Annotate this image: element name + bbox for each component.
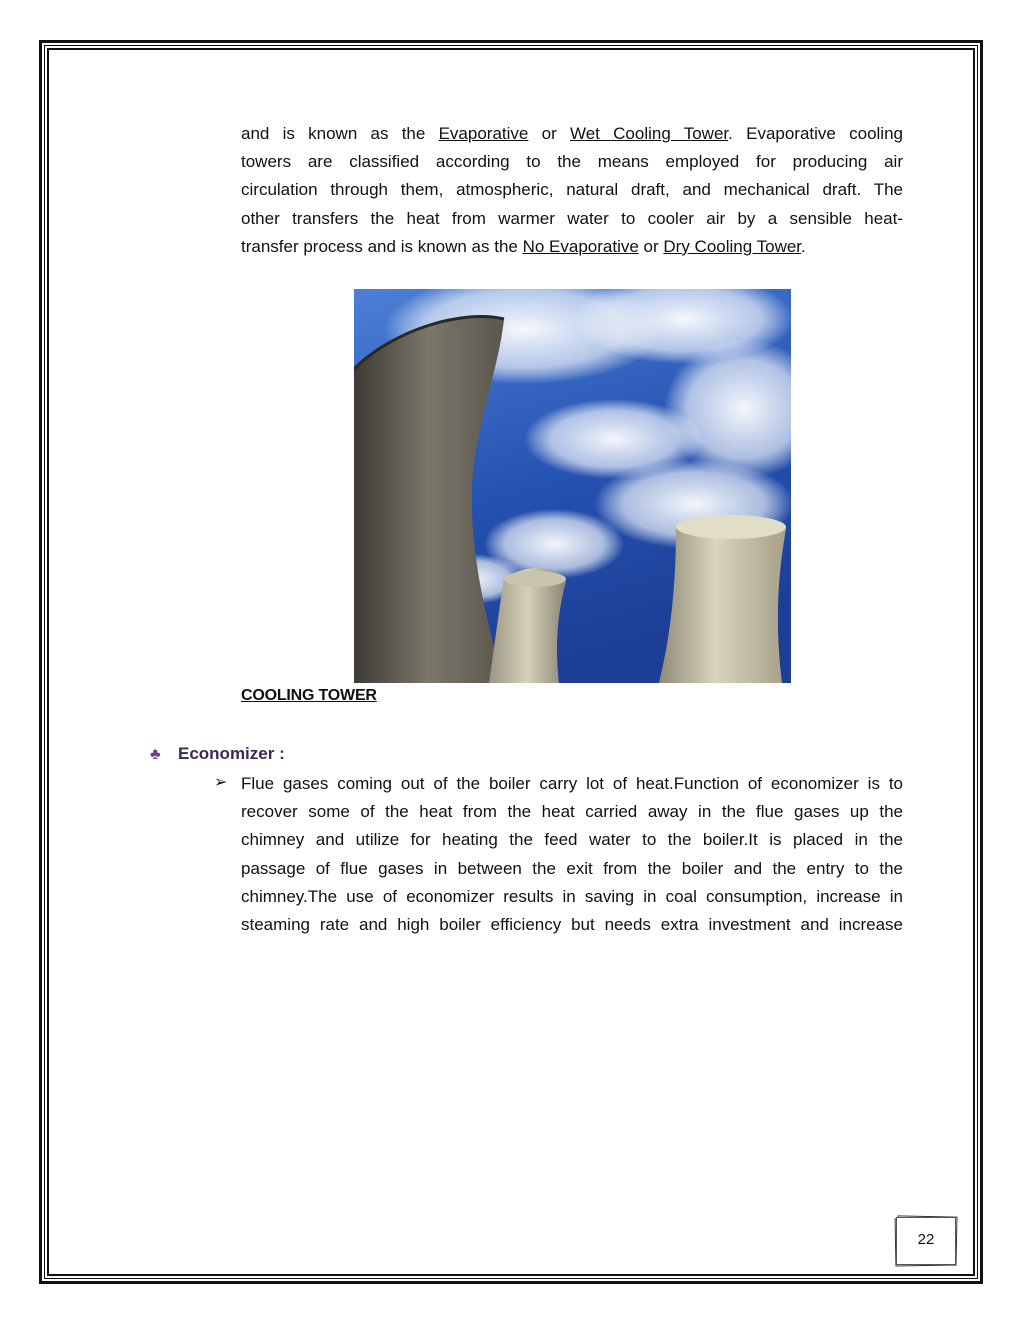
text-line: towers are classified according to the means employed for producing air — [241, 152, 903, 172]
term-evaporative: Evaporative — [438, 124, 529, 143]
cooling-tower-paragraph — [241, 120, 903, 261]
text-line: steaming rate and high boiler efficiency but needs extra investment and increase — [241, 914, 903, 934]
text-line: chimney.The use of economizer results in saving in coal consumption, increase in — [241, 886, 903, 906]
economizer-paragraph — [241, 770, 903, 939]
term-wet-cooling-tower: Wet Cooling Tower — [569, 124, 729, 143]
text-line: and is known as the Evaporative or Wet Cooling Tower. Evaporative cooling — [241, 124, 903, 143]
text-line: circulation through them, atmospheric, natural draft, and mechanical draft. The — [241, 180, 903, 200]
club-icon: ♣ — [150, 746, 161, 763]
term-dry-cooling-tower: Dry Cooling Tower — [663, 236, 802, 256]
text-line: other transfers the heat from warmer water to cooler air by a sensible heat- — [241, 208, 903, 228]
text-line: recover some of the heat from the heat carried away in the flue gases up the — [241, 802, 903, 822]
image-caption: COOLING TOWER — [241, 687, 377, 704]
page-number-box — [895, 1215, 957, 1267]
text-line: Flue gases coming out of the boiler carry lot of heat.Function of economizer is to — [241, 774, 903, 793]
text-line: chimney and utilize for heating the feed water to the boiler.It is placed in the — [241, 830, 903, 850]
cooling-tower-photo — [354, 289, 791, 683]
page-number: 22 — [917, 1231, 935, 1248]
section-heading — [150, 744, 285, 764]
text-line: transfer process and is known as the No Evaporative or Dry Cooling Tower. — [241, 236, 806, 256]
arrow-bullet-icon: ➢ — [214, 774, 228, 791]
text-line: passage of flue gases in between the exit from the boiler and the entry to the — [241, 858, 903, 878]
section-heading-text: Economizer : — [178, 744, 285, 763]
term-no-evaporative: No Evaporative — [522, 236, 639, 256]
